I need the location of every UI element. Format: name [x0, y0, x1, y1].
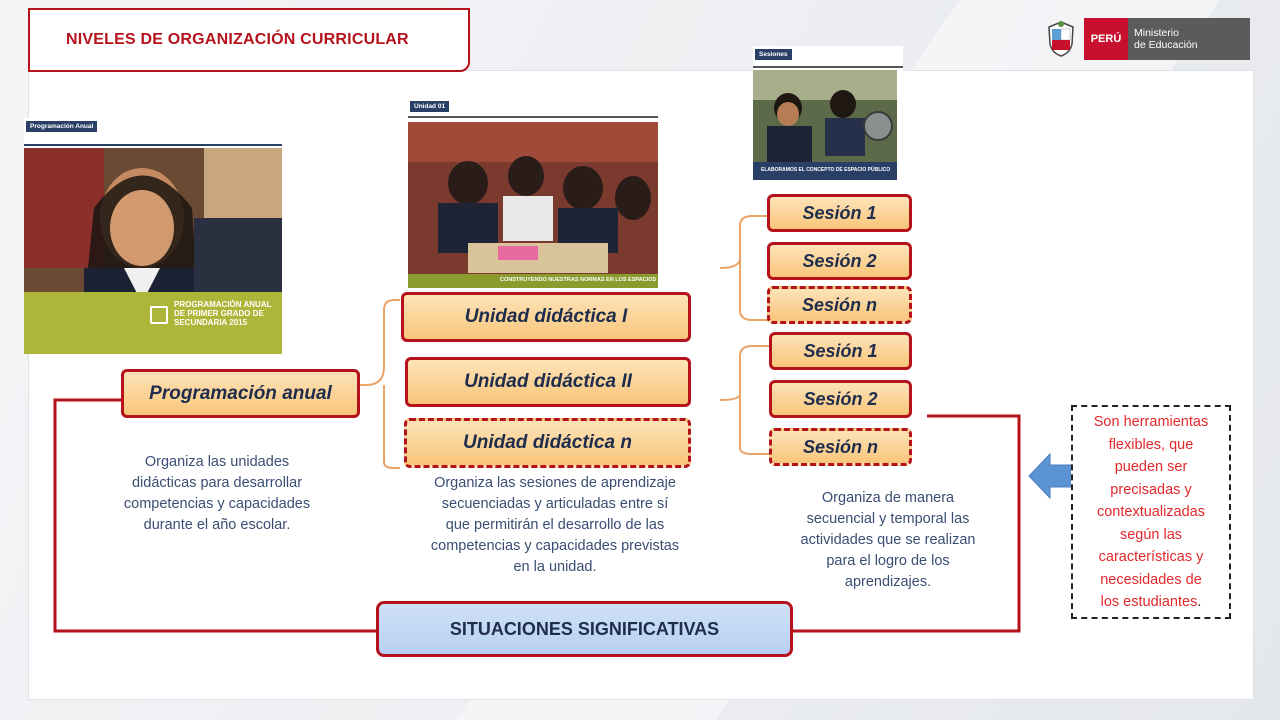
sesion-n-box[interactable]: Sesión n [769, 428, 912, 466]
programacion-description: Organiza las unidades didácticas para desarrollar competencias y capacidades durante el año escolar. [123, 454, 311, 533]
situaciones-significativas-box[interactable]: SITUACIONES SIGNIFICATIVAS [376, 601, 793, 657]
programacion-anual-box[interactable]: Programación anual [121, 369, 360, 418]
left-arrow-icon [1029, 454, 1072, 498]
page-title: NIVELES DE ORGANIZACIÓN CURRICULAR [66, 31, 409, 48]
cover-tag: Programación Anual [26, 121, 97, 132]
peru-label: PERÚ [1084, 18, 1128, 60]
sesion-1-box[interactable]: Sesión 1 [767, 194, 912, 232]
ministry-label: Ministerio de Educación [1128, 18, 1250, 60]
sesion-2-box[interactable]: Sesión 2 [767, 242, 912, 280]
sesion-1-box[interactable]: Sesión 1 [769, 332, 912, 370]
side-note: Son herramientas flexibles, que pueden ser precisadas y contextualizadas según las características y necesidades de los estudiantes. [1071, 405, 1231, 619]
unidad-didactica-n-box[interactable]: Unidad didáctica n [404, 418, 691, 468]
cover-tag: Unidad 01 [410, 101, 449, 112]
unidad-didactica-2-box[interactable]: Unidad didáctica II [405, 357, 691, 407]
sesion-2-box[interactable]: Sesión 2 [769, 380, 912, 418]
cover-band: PROGRAMACIÓN ANUAL DE PRIMER GRADO DE SECUNDARIA 2015 [24, 292, 282, 354]
cover-tag: Sesiones [755, 49, 792, 60]
sesion-description: Organiza de manera secuencial y temporal las actividades que se realizan para el logro de los aprendizajes. [800, 490, 976, 590]
unidad-description: Organiza las sesiones de aprendizaje secuenciadas y articuladas entre sí que permitirán el desarrollo de las competencias y capacidades previstas en la unidad. [430, 475, 680, 575]
cover-band: ELABORAMOS EL CONCEPTO DE ESPACIO PÚBLICO [761, 167, 891, 173]
sesion-n-box[interactable]: Sesión n [767, 286, 912, 324]
unidad-didactica-1-box[interactable]: Unidad didáctica I [401, 292, 691, 342]
cover-band: CONSTRUYENDO NUESTRAS NORMAS EN LOS ESPACIOS DE LA ESCUELA [408, 274, 658, 288]
